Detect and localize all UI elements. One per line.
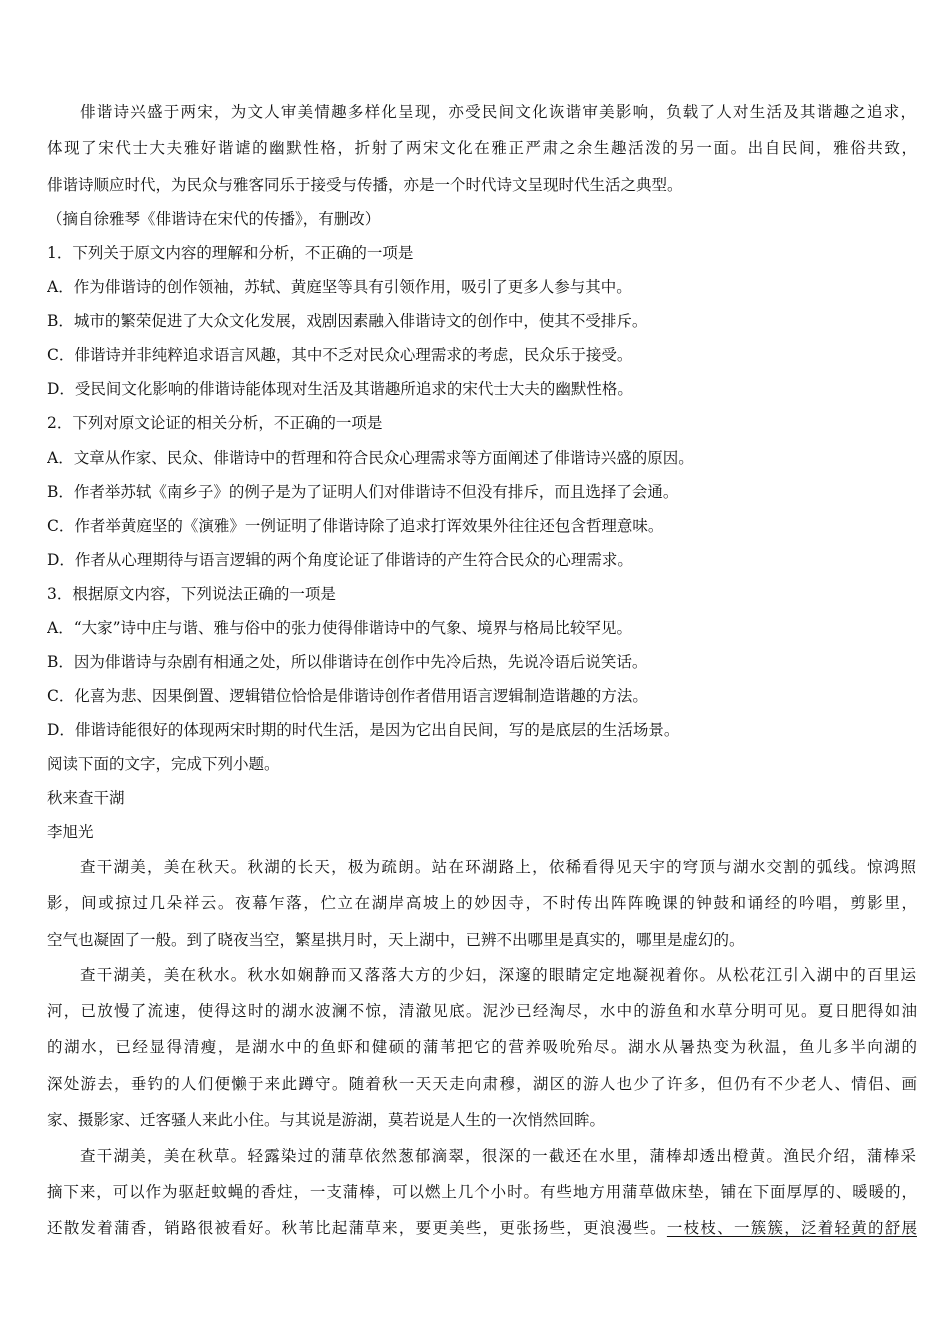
article-line: 查干湖美，美在秋水。秋水如娴静而又落落大方的少妇，深邃的眼睛定定地凝视着你。从松花江引入湖中的百里运 [80, 966, 916, 984]
option-line: A．作为俳谐诗的创作领袖，苏轼、黄庭坚等具有引领作用，吸引了更多人参与其中。 [47, 278, 632, 296]
article-line: 查干湖美，美在秋草。轻露染过的蒲草依然葱郁滴翠，很深的一截还在水里，蒲棒却透出橙黄。渔民介绍，蒲棒采 [80, 1147, 916, 1165]
option-line: A．文章从作家、民众、俳谐诗中的哲理和符合民众心理需求等方面阐述了俳谐诗兴盛的原因。 [47, 449, 694, 467]
article-line: 家、摄影家、迁客骚人来此小住。与其说是游湖，莫若说是人生的一次悄然回眸。 [47, 1111, 606, 1129]
option-line: A．“大家”诗中庄与谐、雅与俗中的张力使得俳谐诗中的气象、境界与格局比较罕见。 [47, 619, 633, 637]
passage-line: 俳谐诗兴盛于两宋，为文人审美情趣多样化呈现，亦受民间文化诙谐审美影响，负载了人对生活及其谐趣之追求， [80, 103, 916, 121]
option-line: C．作者举黄庭坚的《演雅》一例证明了俳谐诗除了追求打诨效果外往往还包含哲理意味。 [47, 517, 664, 535]
article-title: 秋来查干湖 [47, 789, 125, 807]
article-line: 摘下来，可以作为驱赶蚊蝇的香炷，一支蒲棒，可以燃上几个小时。有些地方用蒲草做床垫，铺在下面厚厚的、暖暖的， [47, 1183, 917, 1201]
option-line: D．作者从心理期待与语言逻辑的两个角度论证了俳谐诗的产生符合民众的心理需求。 [47, 551, 633, 569]
source-citation: （摘自徐雅琴《俳谐诗在宋代的传播》，有删改） [47, 210, 381, 228]
option-line: C．俳谐诗并非纯粹追求语言风趣，其中不乏对民众心理需求的考虑，民众乐于接受。 [47, 346, 633, 364]
option-line: D．俳谐诗能很好的体现两宋时期的时代生活，是因为它出自民间，写的是底层的生活场景。 [47, 721, 680, 739]
article-line [47, 1217, 917, 1239]
option-line: B．城市的繁荣促进了大众文化发展，戏剧因素融入俳谐诗文的创作中，使其不受排斥。 [47, 312, 648, 330]
article-author: 李旭光 [47, 823, 94, 841]
reading-instruction: 阅读下面的文字，完成下列小题。 [47, 755, 280, 773]
underlined-sentence: 一枝枝、一簇簇，泛着轻黄的舒展 [666, 1219, 917, 1237]
article-line: 河，已放慢了流速，使得这时的湖水波澜不惊，清澈见底。泥沙已经淘尽，水中的游鱼和水草分明可见。夏日肥得如油 [47, 1002, 917, 1020]
passage-line: 俳谐诗顺应时代，为民众与雅客同乐于接受与传播，亦是一个时代诗文呈现时代生活之典型。 [47, 176, 683, 194]
option-line: D．受民间文化影响的俳谐诗能体现对生活及其谐趣所追求的宋代士大夫的幽默性格。 [47, 380, 633, 398]
option-line: C．化喜为悲、因果倒置、逻辑错位恰恰是俳谐诗创作者借用语言逻辑制造谐趣的方法。 [47, 687, 648, 705]
article-line: 的湖水，已经显得清瘦，是湖水中的鱼虾和健硕的蒲苇把它的营养吸吮殆尽。湖水从暑热变为秋温，鱼儿多半向湖的 [47, 1038, 917, 1056]
option-line: B．作者举苏轼《南乡子》的例子是为了证明人们对俳谐诗不但没有排斥，而且选择了会通。 [47, 483, 679, 501]
article-line: 空气也凝固了一般。到了晓夜当空，繁星拱月时，天上湖中，已辨不出哪里是真实的，哪里是虚幻的。 [47, 931, 745, 949]
option-line: B．因为俳谐诗与杂剧有相通之处，所以俳谐诗在创作中先冷后热，先说冷语后说笑话。 [47, 653, 648, 671]
question-stem: 2．下列对原文论证的相关分析，不正确的一项是 [47, 414, 383, 432]
article-line: 影，间或掠过几朵祥云。夜幕乍落，伫立在湖岸高坡上的妙因寺，不时传出阵阵晚课的钟鼓和诵经的吟唱，剪影里， [47, 894, 917, 912]
article-line: 查干湖美，美在秋天。秋湖的长天，极为疏朗。站在环湖路上，依稀看得见天宇的穹顶与湖水交割的弧线。惊鸿照 [80, 858, 916, 876]
article-line: 深处游去，垂钓的人们便懒于来此蹲守。随着秋一天天走向肃穆，湖区的游人也少了许多，但仍有不少老人、情侣、画 [47, 1075, 917, 1093]
question-stem: 1．下列关于原文内容的理解和分析，不正确的一项是 [47, 244, 414, 262]
article-text: 还散发着蒲香，销路很被看好。秋苇比起蒲草来，要更美些，更张扬些，更浪漫些。 [47, 1219, 667, 1237]
question-stem: 3．根据原文内容，下列说法正确的一项是 [47, 585, 336, 603]
passage-line: 体现了宋代士大夫雅好谐谑的幽默性格，折射了两宋文化在雅正严肃之余生趣活泼的另一面。出自民间，雅俗共致， [47, 139, 917, 157]
